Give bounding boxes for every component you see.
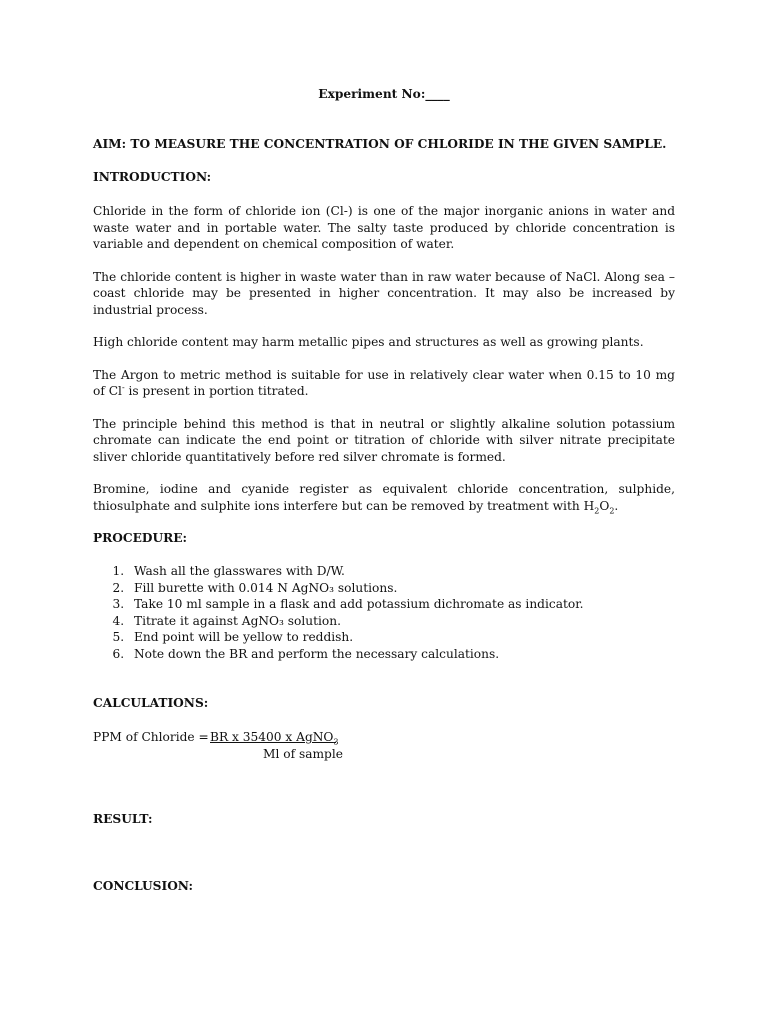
procedure-step: 6. Note down the BR and perform the necessary calculations. <box>128 646 675 663</box>
procedure-steps-list <box>93 563 675 662</box>
intro-paragraph-6 <box>93 481 675 514</box>
document-page <box>93 86 675 895</box>
chloride-formula <box>93 729 675 763</box>
intro-paragraph-3: High chloride content may harm metallic pipes and structures as well as growing plants. <box>93 335 644 349</box>
formula-denominator: Ml of sample <box>263 746 343 761</box>
intro-paragraph-4 <box>93 367 675 400</box>
procedure-step: 4. Titrate it against AgNO₃ solution. <box>128 613 675 630</box>
intro-paragraph-1: Chloride in the form of chloride ion (Cl-) is one of the major inorganic anions in water and waste water and in portable water. The salty taste produced by chloride concentration is variable and dependent on chemical composition of water. <box>93 204 675 251</box>
conclusion-heading: CONCLUSION: <box>93 879 194 893</box>
intro-paragraph-6-tail: . <box>614 498 619 513</box>
formula-numerator-subscript: 3 <box>333 737 339 747</box>
procedure-step: 2. Fill burette with 0.014 N AgNO₃ solutions. <box>128 580 675 597</box>
formula-lhs: PPM of Chloride = <box>93 730 209 744</box>
formula-numerator <box>210 729 339 746</box>
experiment-title: Experiment No:____ <box>318 87 450 101</box>
h2o2-subscript-1: 2 <box>594 505 600 515</box>
procedure-step: 1. Wash all the glasswares with D/W. <box>128 563 675 580</box>
intro-paragraph-6-text: Bromine, iodine and cyanide register as equivalent chloride concentration, sulphide, thiosulphate and sulphite ions interfere but can be removed by treatment with H <box>93 482 675 513</box>
intro-paragraph-4-tail: is present in portion titrated. <box>124 384 309 398</box>
intro-paragraph-2: The chloride content is higher in waste water than in raw water because of NaCl. Along sea – coast chloride may be presented in higher concentration. It may also be increased by industrial process. <box>93 269 675 317</box>
intro-paragraph-4-text: The Argon to metric method is suitable for use in relatively clear water when 0.15 to 10 mg of Cl <box>93 367 675 398</box>
calculations-heading: CALCULATIONS: <box>93 696 209 710</box>
h2o2-oxygen: O <box>599 498 610 513</box>
procedure-step: 5. End point will be yellow to reddish. <box>128 629 675 646</box>
aim-heading: AIM: TO MEASURE THE CONCENTRATION OF CHLORIDE IN THE GIVEN SAMPLE. <box>93 137 667 151</box>
chloride-charge-superscript: - <box>121 382 125 392</box>
procedure-heading: PROCEDURE: <box>93 531 188 545</box>
h2o2-subscript-2: 2 <box>609 505 615 515</box>
intro-paragraph-5: The principle behind this method is that in neutral or slightly alkaline solution potassium chromate can indicate the end point or titration of chloride with silver nitrate precipitate sliver chloride quantitatively before red silver chromate is formed. <box>93 416 675 464</box>
introduction-heading: INTRODUCTION: <box>93 170 212 184</box>
result-heading: RESULT: <box>93 812 153 826</box>
procedure-step: 3. Take 10 ml sample in a flask and add potassium dichromate as indicator. <box>128 596 675 613</box>
formula-numerator-text: BR x 35400 x AgNO <box>210 730 334 744</box>
